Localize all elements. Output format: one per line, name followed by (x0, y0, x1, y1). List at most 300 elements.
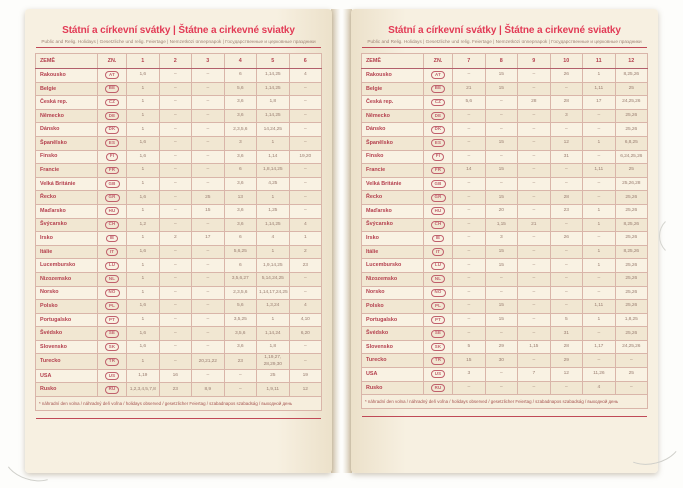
holiday-dates-cell: 30 (485, 354, 518, 368)
holiday-dates-cell: 6,24,25,26 (615, 150, 648, 164)
diary-left-page (25, 9, 332, 473)
country-code-badge: PL (431, 302, 445, 310)
holiday-dates-cell: 3,6 (224, 218, 257, 232)
table-row (362, 82, 648, 96)
holiday-dates-cell: 1 (257, 245, 290, 259)
holiday-dates-cell: 17 (192, 232, 225, 246)
holidays-table-months-1-6 (35, 53, 322, 411)
table-row (362, 204, 648, 218)
holiday-dates-cell: 31 (550, 150, 583, 164)
country-code-cell (424, 286, 453, 300)
holiday-dates-cell: – (289, 286, 322, 300)
column-header: 9 (518, 54, 551, 69)
holiday-dates-cell: 1,8 (257, 96, 290, 110)
country-name-cell: Slovensko (36, 340, 98, 354)
holiday-dates-cell: 1,6 (127, 150, 160, 164)
holiday-dates-cell: – (518, 136, 551, 150)
table-row (362, 300, 648, 314)
country-code-badge: HU (431, 207, 446, 215)
holiday-dates-cell: – (159, 259, 192, 273)
country-code-badge: US (105, 372, 120, 380)
holiday-dates-cell: 8,25,26 (615, 245, 648, 259)
country-name-cell: Norsko (36, 286, 98, 300)
holiday-dates-cell: 5,6 (453, 96, 486, 110)
holiday-dates-cell: – (192, 259, 225, 273)
table-row (362, 313, 648, 327)
table-row (36, 272, 322, 286)
holiday-dates-cell: – (518, 272, 551, 286)
holiday-dates-cell: – (518, 313, 551, 327)
holiday-dates-cell: 14,24,25 (257, 123, 290, 137)
holiday-dates-cell: 8,9 (192, 383, 225, 397)
country-name-cell: Švýcarsko (36, 218, 98, 232)
holiday-dates-cell: 3,5,6 (224, 327, 257, 341)
table-row (36, 259, 322, 273)
country-code-cell (98, 272, 127, 286)
holiday-dates-cell: – (453, 177, 486, 191)
holiday-dates-cell: – (453, 136, 486, 150)
holiday-dates-cell: 1,14,17,24,25 (257, 286, 290, 300)
country-name-cell: Maďarsko (362, 204, 424, 218)
holiday-dates-cell: – (518, 204, 551, 218)
holiday-dates-cell: – (453, 259, 486, 273)
holiday-dates-cell: 6 (224, 164, 257, 178)
holiday-dates-cell: – (550, 177, 583, 191)
holiday-dates-cell: – (192, 218, 225, 232)
country-name-cell: Polsko (362, 300, 424, 314)
holiday-dates-cell: – (289, 82, 322, 96)
country-name-cell: Švýcarsko (362, 218, 424, 232)
country-code-badge: NO (105, 289, 120, 297)
country-code-cell (424, 300, 453, 314)
column-header: 5 (257, 54, 290, 69)
holiday-dates-cell: – (289, 354, 322, 369)
holiday-dates-cell: 17 (583, 96, 616, 110)
country-code-badge: PT (105, 316, 119, 324)
holiday-dates-cell: 15 (485, 136, 518, 150)
holiday-dates-cell: 1,14,25 (257, 69, 290, 83)
country-code-badge: DK (431, 126, 446, 134)
holiday-dates-cell: 6 (224, 259, 257, 273)
holiday-dates-cell: – (159, 136, 192, 150)
holiday-dates-cell: – (289, 109, 322, 123)
holiday-dates-cell: – (518, 177, 551, 191)
holiday-dates-cell: – (192, 313, 225, 327)
country-code-cell (98, 232, 127, 246)
holiday-dates-cell: – (159, 69, 192, 83)
holiday-dates-cell: 1,14,25 (257, 82, 290, 96)
country-code-badge: GB (105, 180, 120, 188)
country-code-badge: TR (431, 357, 445, 365)
holiday-dates-cell: 21 (518, 218, 551, 232)
holiday-dates-cell: – (583, 327, 616, 341)
country-name-cell: Nizozemsko (362, 272, 424, 286)
holiday-dates-cell: 4 (289, 300, 322, 314)
country-code-badge: ES (431, 139, 445, 147)
holiday-dates-cell: 1,14,25 (257, 109, 290, 123)
country-name-cell: Rusko (362, 381, 424, 395)
holiday-dates-cell: 5 (550, 313, 583, 327)
country-name-cell: Řecko (36, 191, 98, 205)
page-subtitle: Public and Relig. Holidays | Gesetzliche und relig. Feiertage | Nemzetközi ünnepnapok | Государственные и церковные праздники (367, 39, 642, 44)
table-row (36, 150, 322, 164)
holiday-dates-cell: – (192, 150, 225, 164)
country-code-cell (98, 369, 127, 383)
holiday-dates-cell: 2 (289, 245, 322, 259)
country-code-badge: SK (431, 343, 446, 351)
country-code-badge: GB (431, 180, 446, 188)
country-code-cell (424, 340, 453, 354)
country-code-cell (424, 259, 453, 273)
holiday-dates-cell: 1,14 (257, 150, 290, 164)
country-code-badge: NL (431, 275, 445, 283)
holiday-dates-cell: 28 (550, 96, 583, 110)
holiday-dates-cell: – (518, 327, 551, 341)
country-code-badge: IE (106, 235, 119, 243)
country-code-cell (98, 82, 127, 96)
country-name-cell: Španělsko (362, 136, 424, 150)
holiday-dates-cell: – (485, 123, 518, 137)
country-code-cell (98, 245, 127, 259)
holiday-dates-cell: – (192, 177, 225, 191)
holiday-dates-cell: – (453, 191, 486, 205)
country-name-cell: Itálie (36, 245, 98, 259)
holiday-dates-cell: 25,26 (615, 109, 648, 123)
holiday-dates-cell: – (192, 286, 225, 300)
holiday-dates-cell: 1 (127, 123, 160, 137)
holiday-dates-cell: – (518, 381, 551, 395)
country-name-cell: Lucembursko (362, 259, 424, 273)
country-code-cell (98, 204, 127, 218)
holiday-dates-cell: – (518, 286, 551, 300)
holiday-dates-cell: – (485, 96, 518, 110)
holiday-dates-cell: 8,25,26 (615, 218, 648, 232)
country-name-cell: Velká Británie (362, 177, 424, 191)
table-row (36, 354, 322, 369)
country-code-cell (98, 340, 127, 354)
country-code-badge: TR (105, 358, 119, 366)
holiday-dates-cell: – (550, 300, 583, 314)
page-title: Státní a církevní svátky | Štátne a cirkevné sviatky (62, 25, 295, 36)
holiday-dates-cell: – (159, 82, 192, 96)
holiday-dates-cell: – (485, 368, 518, 382)
holiday-dates-cell: 25,26 (615, 327, 648, 341)
holiday-dates-cell: 1,6 (127, 300, 160, 314)
country-code-cell (98, 300, 127, 314)
holiday-dates-cell: 6 (224, 232, 257, 246)
country-code-cell (98, 313, 127, 327)
holiday-dates-cell: 25,26 (615, 286, 648, 300)
holiday-dates-cell: 31 (550, 327, 583, 341)
holiday-dates-cell: – (289, 272, 322, 286)
holiday-dates-cell: – (453, 123, 486, 137)
holiday-dates-cell: – (159, 191, 192, 205)
holiday-dates-cell: – (485, 109, 518, 123)
bottom-rule (362, 416, 647, 417)
country-name-cell: Dánsko (36, 123, 98, 137)
holiday-dates-cell: 1,17 (583, 340, 616, 354)
holiday-dates-cell: 4,25 (257, 177, 290, 191)
holiday-dates-cell: – (159, 218, 192, 232)
holiday-dates-cell: 1 (127, 109, 160, 123)
holiday-dates-cell: 1,15 (485, 218, 518, 232)
holiday-dates-cell: – (192, 369, 225, 383)
holiday-dates-cell: 3,6 (224, 204, 257, 218)
country-name-cell: USA (36, 369, 98, 383)
holiday-dates-cell: 1,11 (583, 82, 616, 96)
country-name-cell: Lucembursko (36, 259, 98, 273)
country-code-badge: FR (431, 167, 445, 175)
holiday-dates-cell: – (159, 340, 192, 354)
table-row (36, 96, 322, 110)
country-code-cell (424, 164, 453, 178)
holiday-dates-cell: – (453, 245, 486, 259)
holiday-dates-cell: – (453, 150, 486, 164)
holiday-dates-cell: 1,19,27, 28,29,30 (257, 354, 290, 369)
holiday-dates-cell: 1 (583, 313, 616, 327)
country-code-badge: SK (105, 343, 120, 351)
holiday-dates-cell: – (192, 300, 225, 314)
country-code-cell (98, 354, 127, 369)
country-code-badge: RU (431, 384, 446, 392)
table-row (362, 259, 648, 273)
country-code-cell (424, 204, 453, 218)
holiday-dates-cell: – (159, 204, 192, 218)
table-row (362, 232, 648, 246)
table-row (362, 96, 648, 110)
column-header: ZEMĚ (36, 54, 98, 69)
holiday-dates-cell: 3 (485, 232, 518, 246)
holiday-dates-cell: 12 (289, 383, 322, 397)
holiday-dates-cell: 25,26 (615, 259, 648, 273)
table-row (362, 245, 648, 259)
table-row (36, 123, 322, 137)
country-name-cell: Turecko (362, 354, 424, 368)
table-row (362, 136, 648, 150)
country-code-badge: CZ (431, 99, 445, 107)
country-name-cell: Německo (362, 109, 424, 123)
table-row (362, 340, 648, 354)
country-code-cell (424, 150, 453, 164)
holiday-dates-cell: 1 (127, 286, 160, 300)
country-name-cell: Česká rep. (36, 96, 98, 110)
holiday-dates-cell: – (159, 123, 192, 137)
holiday-dates-cell: 1 (127, 164, 160, 178)
holiday-dates-cell: 4,10 (289, 313, 322, 327)
country-code-cell (424, 136, 453, 150)
country-code-badge: NO (431, 289, 446, 297)
country-code-cell (98, 191, 127, 205)
holiday-dates-cell: – (583, 191, 616, 205)
holiday-dates-cell: – (550, 272, 583, 286)
country-code-badge: LU (431, 262, 445, 270)
holiday-dates-cell: – (550, 164, 583, 178)
holiday-dates-cell: 25 (192, 191, 225, 205)
country-name-cell: Španělsko (36, 136, 98, 150)
holiday-dates-cell: – (453, 327, 486, 341)
holiday-dates-cell: 12 (550, 368, 583, 382)
holiday-dates-cell: 15 (192, 204, 225, 218)
country-code-badge: IE (432, 235, 445, 243)
holiday-dates-cell: – (583, 109, 616, 123)
holiday-dates-cell: – (583, 286, 616, 300)
holiday-dates-cell: 1 (127, 82, 160, 96)
country-code-cell (98, 123, 127, 137)
holiday-dates-cell: – (518, 164, 551, 178)
holiday-dates-cell: 25,26 (615, 123, 648, 137)
holiday-dates-cell: 21 (453, 82, 486, 96)
holiday-dates-cell: – (289, 340, 322, 354)
country-code-cell (424, 381, 453, 395)
holiday-dates-cell: 1,9,14,25 (257, 259, 290, 273)
holiday-dates-cell: 3,5,25 (224, 313, 257, 327)
table-row (36, 204, 322, 218)
holiday-dates-cell: 5,14,24,25 (257, 272, 290, 286)
holiday-dates-cell: 15 (485, 313, 518, 327)
country-code-badge: GR (431, 194, 446, 202)
country-code-badge: SE (431, 330, 445, 338)
holiday-dates-cell: 1,2 (127, 218, 160, 232)
holiday-dates-cell: 15 (453, 354, 486, 368)
column-header: ZN. (98, 54, 127, 69)
table-row (362, 177, 648, 191)
holiday-dates-cell: 5 (453, 340, 486, 354)
holiday-dates-cell: 23 (159, 383, 192, 397)
diary-right-page (351, 9, 658, 473)
country-name-cell: Norsko (362, 286, 424, 300)
country-code-cell (424, 69, 453, 83)
holiday-dates-cell: 3,6 (224, 150, 257, 164)
holiday-dates-cell: 11,26 (583, 368, 616, 382)
holiday-dates-cell: – (159, 245, 192, 259)
holiday-dates-cell: 1 (583, 259, 616, 273)
country-name-cell: Maďarsko (36, 204, 98, 218)
holiday-dates-cell: 24,25,26 (615, 340, 648, 354)
country-name-cell: Belgie (362, 82, 424, 96)
table-row (36, 191, 322, 205)
table-row (362, 381, 648, 395)
holiday-dates-cell: 1,6 (127, 191, 160, 205)
holiday-dates-cell: – (453, 313, 486, 327)
holiday-dates-cell: – (550, 245, 583, 259)
country-code-badge: CZ (105, 99, 119, 107)
country-name-cell: Švédsko (36, 327, 98, 341)
holiday-dates-cell: – (518, 191, 551, 205)
holiday-dates-cell: 1,3,24 (257, 300, 290, 314)
holiday-dates-cell: 1,2,3,4,5,7,8 (127, 383, 160, 397)
table-row (362, 272, 648, 286)
holiday-dates-cell: 5,6 (224, 300, 257, 314)
holiday-dates-cell: 16 (159, 369, 192, 383)
holiday-dates-cell: 1 (257, 313, 290, 327)
holiday-dates-cell: – (453, 109, 486, 123)
holiday-dates-cell: – (192, 272, 225, 286)
holiday-dates-cell: 1,8 (257, 340, 290, 354)
table-row (362, 218, 648, 232)
country-name-cell: Itálie (362, 245, 424, 259)
holiday-dates-cell: – (289, 191, 322, 205)
top-rule (36, 47, 321, 48)
holiday-dates-cell: 25 (615, 368, 648, 382)
page-curl-decoration (659, 215, 683, 257)
holiday-dates-cell: – (192, 82, 225, 96)
holiday-dates-cell: 1,6 (127, 136, 160, 150)
holiday-dates-cell: – (518, 82, 551, 96)
holiday-dates-cell: 1 (583, 245, 616, 259)
holiday-dates-cell: 28 (550, 340, 583, 354)
country-name-cell: Irsko (36, 232, 98, 246)
holiday-dates-cell: 20 (485, 204, 518, 218)
country-name-cell: Švédsko (362, 327, 424, 341)
holiday-dates-cell: 1 (289, 232, 322, 246)
holiday-dates-cell: – (518, 123, 551, 137)
holiday-dates-cell: 4 (257, 232, 290, 246)
holiday-dates-cell: 1 (127, 204, 160, 218)
country-code-cell (98, 109, 127, 123)
country-code-cell (98, 286, 127, 300)
table-row (36, 340, 322, 354)
country-code-cell (98, 96, 127, 110)
country-code-badge: US (431, 370, 446, 378)
country-name-cell: Portugalsko (36, 313, 98, 327)
country-code-cell (424, 368, 453, 382)
holiday-dates-cell: 20,21,22 (192, 354, 225, 369)
table-row (36, 218, 322, 232)
country-code-badge: PL (105, 302, 119, 310)
country-code-cell (98, 327, 127, 341)
country-code-cell (98, 164, 127, 178)
holiday-dates-cell: – (192, 69, 225, 83)
holiday-dates-cell: – (518, 69, 551, 83)
holiday-dates-cell: – (583, 177, 616, 191)
country-code-cell (424, 123, 453, 137)
country-name-cell: USA (362, 368, 424, 382)
country-name-cell: Turecko (36, 354, 98, 369)
table-footnote: * náhradní den volna / náhradný deň voľna / holidays observed / gesetzlicher Feiertag / szabadnapos szabadság / выходной день (362, 395, 648, 409)
holiday-dates-cell: 24,25,26 (615, 96, 648, 110)
holiday-dates-cell: 3 (550, 109, 583, 123)
holiday-dates-cell: 25,26 (615, 204, 648, 218)
country-code-badge: HU (105, 207, 120, 215)
holiday-dates-cell: 25 (257, 369, 290, 383)
country-name-cell: Česká rep. (362, 96, 424, 110)
country-code-badge: CH (431, 221, 446, 229)
country-code-cell (424, 232, 453, 246)
holiday-dates-cell: 25 (615, 82, 648, 96)
country-code-badge: IT (432, 248, 444, 256)
column-header: 4 (224, 54, 257, 69)
table-row (36, 82, 322, 96)
holiday-dates-cell: 1,25 (257, 204, 290, 218)
holiday-dates-cell: 1,6 (127, 327, 160, 341)
country-name-cell: Finsko (36, 150, 98, 164)
table-row (36, 69, 322, 83)
country-code-badge: GR (105, 194, 120, 202)
country-code-cell (424, 218, 453, 232)
country-code-cell (98, 136, 127, 150)
bottom-rule (36, 418, 321, 419)
holiday-dates-cell: – (192, 340, 225, 354)
holiday-dates-cell: 29 (485, 340, 518, 354)
holiday-dates-cell: – (159, 164, 192, 178)
holiday-dates-cell: 15 (485, 82, 518, 96)
holiday-dates-cell: – (159, 286, 192, 300)
holiday-dates-cell: – (159, 313, 192, 327)
holiday-dates-cell: – (550, 82, 583, 96)
holiday-dates-cell: – (192, 164, 225, 178)
country-name-cell: Velká Británie (36, 177, 98, 191)
holiday-dates-cell: 1 (257, 191, 290, 205)
